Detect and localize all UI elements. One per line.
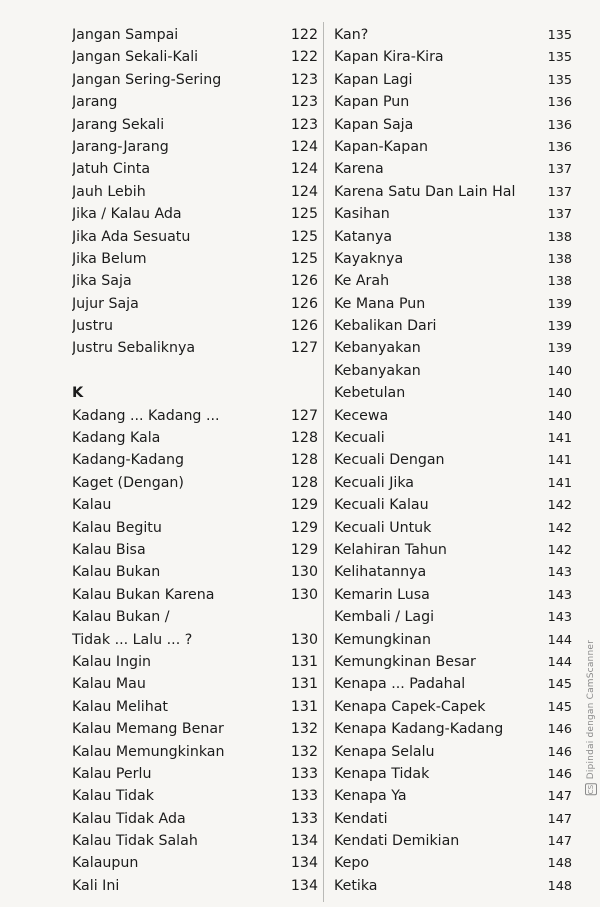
entry-term: Kemungkinan Besar xyxy=(334,653,476,670)
index-entry xyxy=(334,181,572,203)
index-entry xyxy=(334,606,572,628)
index-entry xyxy=(334,46,572,68)
entry-term: Jauh Lebih xyxy=(72,183,146,200)
index-entry xyxy=(72,69,318,91)
index-entry xyxy=(334,785,572,807)
entry-page-number: 123 xyxy=(290,71,318,88)
entries-k-list xyxy=(72,405,318,898)
entry-page-number: 131 xyxy=(290,653,318,670)
entry-term: Kalau Perlu xyxy=(72,765,152,782)
entry-term: Kaget (Dengan) xyxy=(72,474,184,491)
entry-term: Kelahiran Tahun xyxy=(334,541,447,558)
index-entry xyxy=(334,382,572,404)
camscanner-watermark xyxy=(585,640,597,795)
entry-term: Kayaknya xyxy=(334,250,404,267)
entry-term: Kalau Mau xyxy=(72,676,146,693)
entry-page-number: 141 xyxy=(547,431,572,447)
entry-term: Kenapa Kadang-Kadang xyxy=(334,721,504,738)
entry-page-number: 125 xyxy=(290,206,318,223)
entry-term: Kasihan xyxy=(334,206,390,223)
entry-page-number: 125 xyxy=(290,228,318,245)
index-entry xyxy=(334,875,572,897)
entry-page-number: 143 xyxy=(547,565,572,581)
entry-term: Kalau Bukan xyxy=(72,564,161,581)
entry-page-number: 141 xyxy=(547,475,572,491)
index-entry xyxy=(334,69,572,91)
entry-page-number: 133 xyxy=(290,788,318,805)
entry-term: Kenapa Capek-Capek xyxy=(334,698,486,715)
index-entry xyxy=(72,696,318,718)
index-entry xyxy=(72,584,318,606)
entry-term: Jangan Sampai xyxy=(72,27,179,43)
index-entry xyxy=(72,606,318,628)
entry-term: Kalau Begitu xyxy=(72,519,162,536)
index-entry xyxy=(334,203,572,225)
index-entry xyxy=(334,673,572,695)
index-entry xyxy=(72,158,318,180)
entry-page-number: 122 xyxy=(290,49,318,66)
entry-term: Jangan Sering-Sering xyxy=(72,71,222,88)
index-entry xyxy=(72,875,318,897)
entry-page-number: 146 xyxy=(547,722,572,738)
index-entry xyxy=(334,270,572,292)
entry-term: Kebanyakan xyxy=(334,340,421,357)
entry-term: Kalau xyxy=(72,497,112,514)
entry-page-number: 128 xyxy=(290,430,318,447)
index-entry xyxy=(72,46,318,68)
index-entry xyxy=(334,741,572,763)
entry-term: Jika / Kalau Ada xyxy=(72,206,182,223)
entry-page-number: 130 xyxy=(290,564,318,581)
entry-page-number: 138 xyxy=(547,229,572,245)
index-entry xyxy=(72,293,318,315)
entry-term: Kecuali Jika xyxy=(334,474,414,491)
entry-term: Tidak ... Lalu ... ? xyxy=(72,631,193,648)
index-entry xyxy=(72,561,318,583)
entry-page-number: 138 xyxy=(547,251,572,267)
index-entry xyxy=(334,696,572,718)
entry-term: Jarang xyxy=(72,94,118,111)
index-entry xyxy=(72,494,318,516)
entry-term: Kalau Bisa xyxy=(72,541,146,558)
index-entry xyxy=(334,427,572,449)
entry-page-number: 145 xyxy=(547,677,572,693)
entry-term: Kapan Saja xyxy=(334,116,414,133)
index-entry xyxy=(72,91,318,113)
section-gap xyxy=(72,360,318,382)
entry-page-number: 138 xyxy=(547,274,572,290)
entry-term: Kecuali xyxy=(334,430,385,447)
entry-term: Ketika xyxy=(334,877,378,894)
entry-page-number: 134 xyxy=(290,833,318,850)
index-entry xyxy=(334,114,572,136)
entries-right-list xyxy=(334,24,572,897)
index-entry xyxy=(72,270,318,292)
entry-page-number: 123 xyxy=(290,94,318,111)
entry-term: Kadang Kala xyxy=(72,430,161,447)
entry-page-number: 139 xyxy=(547,296,572,312)
index-entry xyxy=(72,449,318,471)
entry-page-number: 145 xyxy=(547,699,572,715)
entry-term: Kebetulan xyxy=(334,385,406,402)
entry-term: Kelihatannya xyxy=(334,564,427,581)
index-entry xyxy=(72,226,318,248)
entry-page-number: 128 xyxy=(290,452,318,469)
index-entry xyxy=(72,203,318,225)
entry-term: Jangan Sekali-Kali xyxy=(72,49,199,66)
entry-page-number: 135 xyxy=(547,28,572,43)
index-entry xyxy=(334,315,572,337)
entry-page-number: 139 xyxy=(547,341,572,357)
entry-term: Katanya xyxy=(334,228,393,245)
index-entry xyxy=(334,718,572,740)
entry-page-number: 136 xyxy=(547,139,572,155)
camscanner-logo-icon: CS xyxy=(587,784,595,795)
entry-term: Jujur Saja xyxy=(72,295,139,312)
entry-page-number: 147 xyxy=(547,789,572,805)
entry-term: Kalau Memungkinkan xyxy=(72,743,225,760)
index-entry xyxy=(334,561,572,583)
entry-page-number: 128 xyxy=(290,474,318,491)
entry-term: Jika Belum xyxy=(72,250,147,267)
entry-page-number: 147 xyxy=(547,811,572,827)
index-entry xyxy=(72,808,318,830)
entry-page-number: 127 xyxy=(290,340,318,357)
entry-page-number: 144 xyxy=(547,654,572,670)
index-entry xyxy=(72,114,318,136)
index-entry xyxy=(334,91,572,113)
entry-page-number: 142 xyxy=(547,520,572,536)
entry-term: Kendati Demikian xyxy=(334,833,460,850)
entry-page-number: 140 xyxy=(547,363,572,379)
index-entry xyxy=(334,226,572,248)
index-entry xyxy=(72,24,318,46)
index-entry xyxy=(334,517,572,539)
entry-page-number: 137 xyxy=(547,207,572,223)
entry-page-number: 136 xyxy=(547,117,572,133)
index-entry xyxy=(334,629,572,651)
entry-page-number: 148 xyxy=(547,856,572,872)
entry-page-number: 122 xyxy=(290,27,318,43)
entry-page-number: 142 xyxy=(547,498,572,514)
index-entry xyxy=(72,673,318,695)
index-entry xyxy=(334,24,572,46)
entry-page-number: 132 xyxy=(290,743,318,760)
entry-page-number: 134 xyxy=(290,877,318,894)
entry-page-number: 133 xyxy=(290,810,318,827)
entry-page-number: 130 xyxy=(290,631,318,648)
entry-page-number: 144 xyxy=(547,632,572,648)
entry-term: Kapan Kira-Kira xyxy=(334,49,444,66)
entry-page-number: 129 xyxy=(290,519,318,536)
entry-page-number: 126 xyxy=(290,295,318,312)
entry-term: Kepo xyxy=(334,855,370,872)
entry-page-number: 135 xyxy=(547,72,572,88)
index-entry xyxy=(72,763,318,785)
entry-page-number: 148 xyxy=(547,878,572,894)
entry-term: Jika Ada Sesuatu xyxy=(72,228,191,245)
entry-term: Kan? xyxy=(334,27,369,43)
index-entry xyxy=(72,472,318,494)
index-entry xyxy=(334,248,572,270)
index-entry xyxy=(334,651,572,673)
entry-term: Kenapa Ya xyxy=(334,788,407,805)
column-divider xyxy=(323,22,324,902)
index-entry xyxy=(334,405,572,427)
entry-page-number: 123 xyxy=(290,116,318,133)
entry-page-number: 147 xyxy=(547,834,572,850)
entry-page-number: 126 xyxy=(290,273,318,290)
entry-term: Kalaupun xyxy=(72,855,139,872)
entry-term: Kenapa Tidak xyxy=(334,765,430,782)
entry-page-number: 136 xyxy=(547,95,572,111)
entry-term: Kalau Bukan / xyxy=(72,609,170,626)
entry-term: Jika Saja xyxy=(72,273,132,290)
entry-term: Karena Satu Dan Lain Hal xyxy=(334,183,516,200)
index-entry xyxy=(72,315,318,337)
index-entry xyxy=(72,517,318,539)
left-column xyxy=(72,24,318,897)
entry-term: Kecuali Untuk xyxy=(334,519,432,536)
index-entry xyxy=(72,405,318,427)
entry-page-number: 140 xyxy=(547,408,572,424)
entry-term: Kalau Memang Benar xyxy=(72,721,224,738)
entry-page-number: 146 xyxy=(547,766,572,782)
entry-term: Kendati xyxy=(334,810,388,827)
entry-term: Kalau Tidak Ada xyxy=(72,810,186,827)
entry-page-number: 124 xyxy=(290,183,318,200)
entry-term: Ke Arah xyxy=(334,273,390,290)
entry-page-number: 127 xyxy=(290,407,318,424)
entry-page-number: 130 xyxy=(290,586,318,603)
index-entry xyxy=(334,494,572,516)
entry-page-number: 143 xyxy=(547,610,572,626)
index-entry xyxy=(334,584,572,606)
entry-term: Kemarin Lusa xyxy=(334,586,430,603)
entry-page-number: 143 xyxy=(547,587,572,603)
index-entry xyxy=(72,651,318,673)
index-entry xyxy=(334,808,572,830)
entry-page-number: 124 xyxy=(290,161,318,178)
index-entry xyxy=(72,248,318,270)
entry-term: Kalau Bukan Karena xyxy=(72,586,215,603)
index-entry xyxy=(72,741,318,763)
entry-page-number: 135 xyxy=(547,50,572,66)
entry-term: Kembali / Lagi xyxy=(334,609,435,626)
index-entry xyxy=(72,337,318,359)
entry-page-number: 129 xyxy=(290,497,318,514)
entry-term: Kenapa Selalu xyxy=(334,743,435,760)
entry-page-number: 146 xyxy=(547,744,572,760)
entry-term: Kapan-Kapan xyxy=(334,138,428,155)
entry-page-number: 124 xyxy=(290,138,318,155)
entry-term: Justru Sebaliknya xyxy=(72,340,196,357)
entry-page-number: 141 xyxy=(547,453,572,469)
entry-term: Kenapa ... Padahal xyxy=(334,676,466,693)
index-entry xyxy=(72,852,318,874)
entry-term: Kecuali Kalau xyxy=(334,497,429,514)
index-entry xyxy=(72,629,318,651)
index-entry xyxy=(334,852,572,874)
entry-term: Ke Mana Pun xyxy=(334,295,426,312)
index-entry xyxy=(72,136,318,158)
entry-term: Kebalikan Dari xyxy=(334,318,437,335)
index-entry xyxy=(334,293,572,315)
entry-page-number: 140 xyxy=(547,386,572,402)
index-entry xyxy=(334,136,572,158)
entry-term: Jarang-Jarang xyxy=(72,138,169,155)
index-entry xyxy=(334,830,572,852)
entry-term: Justru xyxy=(72,318,113,335)
entry-term: Kalau Ingin xyxy=(72,653,152,670)
entry-term: Kapan Lagi xyxy=(334,71,413,88)
entries-j-list xyxy=(72,24,318,360)
entry-term: Jarang Sekali xyxy=(72,116,165,133)
index-entry xyxy=(334,449,572,471)
index-entry xyxy=(72,830,318,852)
entry-term: Kecewa xyxy=(334,407,389,424)
index-entry xyxy=(72,539,318,561)
entry-term: Jatuh Cinta xyxy=(72,161,151,178)
entry-term: Karena xyxy=(334,161,384,178)
entry-page-number: 125 xyxy=(290,250,318,267)
index-entry xyxy=(72,427,318,449)
entry-term: Kecuali Dengan xyxy=(334,452,445,469)
entry-term: Kebanyakan xyxy=(334,362,421,379)
entry-page-number: 137 xyxy=(547,162,572,178)
entry-page-number: 131 xyxy=(290,698,318,715)
entry-page-number: 134 xyxy=(290,855,318,872)
entry-term: Kemungkinan xyxy=(334,631,431,648)
entry-page-number: 142 xyxy=(547,542,572,558)
index-entry xyxy=(334,337,572,359)
entry-page-number: 126 xyxy=(290,318,318,335)
section-heading-k: K xyxy=(72,385,84,402)
index-entry xyxy=(334,539,572,561)
right-column xyxy=(334,24,572,897)
entry-term: Kalau Tidak Salah xyxy=(72,833,198,850)
index-entry xyxy=(334,472,572,494)
entry-term: Kali Ini xyxy=(72,877,120,894)
entry-term: Kalau Tidak xyxy=(72,788,154,805)
entry-page-number: 137 xyxy=(547,184,572,200)
index-entry xyxy=(72,718,318,740)
entry-term: Kadang ... Kadang ... xyxy=(72,407,220,424)
entry-term: Kalau Melihat xyxy=(72,698,168,715)
index-entry xyxy=(334,763,572,785)
watermark-text: Dipindai dengan CamScanner xyxy=(586,640,596,780)
entry-term: Kadang-Kadang xyxy=(72,452,185,469)
index-entry xyxy=(334,360,572,382)
index-entry xyxy=(72,181,318,203)
entry-page-number: 139 xyxy=(547,319,572,335)
index-entry xyxy=(72,785,318,807)
index-entry xyxy=(334,158,572,180)
entry-page-number: 132 xyxy=(290,721,318,738)
entry-page-number: 133 xyxy=(290,765,318,782)
entry-page-number: 131 xyxy=(290,676,318,693)
entry-term: Kapan Pun xyxy=(334,94,410,111)
entry-page-number: 129 xyxy=(290,541,318,558)
